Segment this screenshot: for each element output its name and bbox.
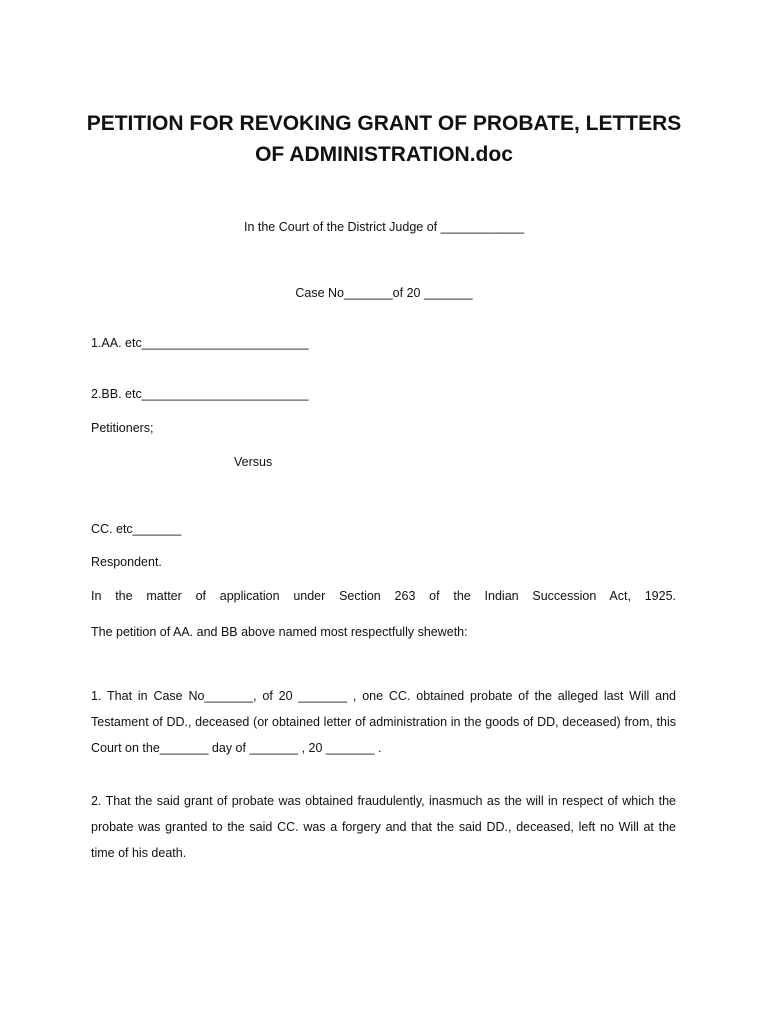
case-number-line: Case No_______of 20 _______ bbox=[295, 286, 473, 300]
title-line-1: PETITION FOR REVOKING GRANT OF PROBATE, LETTERS bbox=[86, 112, 682, 135]
petitioner-2: 2.BB. etc________________________ bbox=[91, 387, 309, 401]
versus-label: Versus bbox=[234, 455, 273, 469]
petition-intro: The petition of AA. and BB above named most respectfully sheweth: bbox=[91, 625, 468, 639]
petitioner-1: 1.AA. etc________________________ bbox=[91, 336, 309, 350]
court-line: In the Court of the District Judge of ____________ bbox=[243, 220, 525, 234]
petitioners-label: Petitioners; bbox=[91, 421, 154, 435]
matter-line: In the matter of application under Section 263 of the Indian Succession Act, 1925. bbox=[91, 589, 676, 603]
respondent-name: CC. etc_______ bbox=[91, 522, 182, 536]
title-line-2: OF ADMINISTRATION.doc bbox=[255, 143, 513, 166]
document-title bbox=[60, 108, 708, 170]
respondent-label: Respondent. bbox=[91, 555, 162, 569]
paragraph-2: 2. That the said grant of probate was obtained fraudulently, inasmuch as the will in respect of which the probate was granted to the said CC. was a forgery and that the said DD., deceased, left no Will at the time of his death. bbox=[91, 794, 676, 860]
paragraph-1: 1. That in Case No_______, of 20 _______ , one CC. obtained probate of the alleged last Will and Testament of DD., deceased (or obtained letter of administration in the goods of DD, deceased) from, this Court on the_______ day of _______ , 20 _______ . bbox=[91, 689, 676, 755]
